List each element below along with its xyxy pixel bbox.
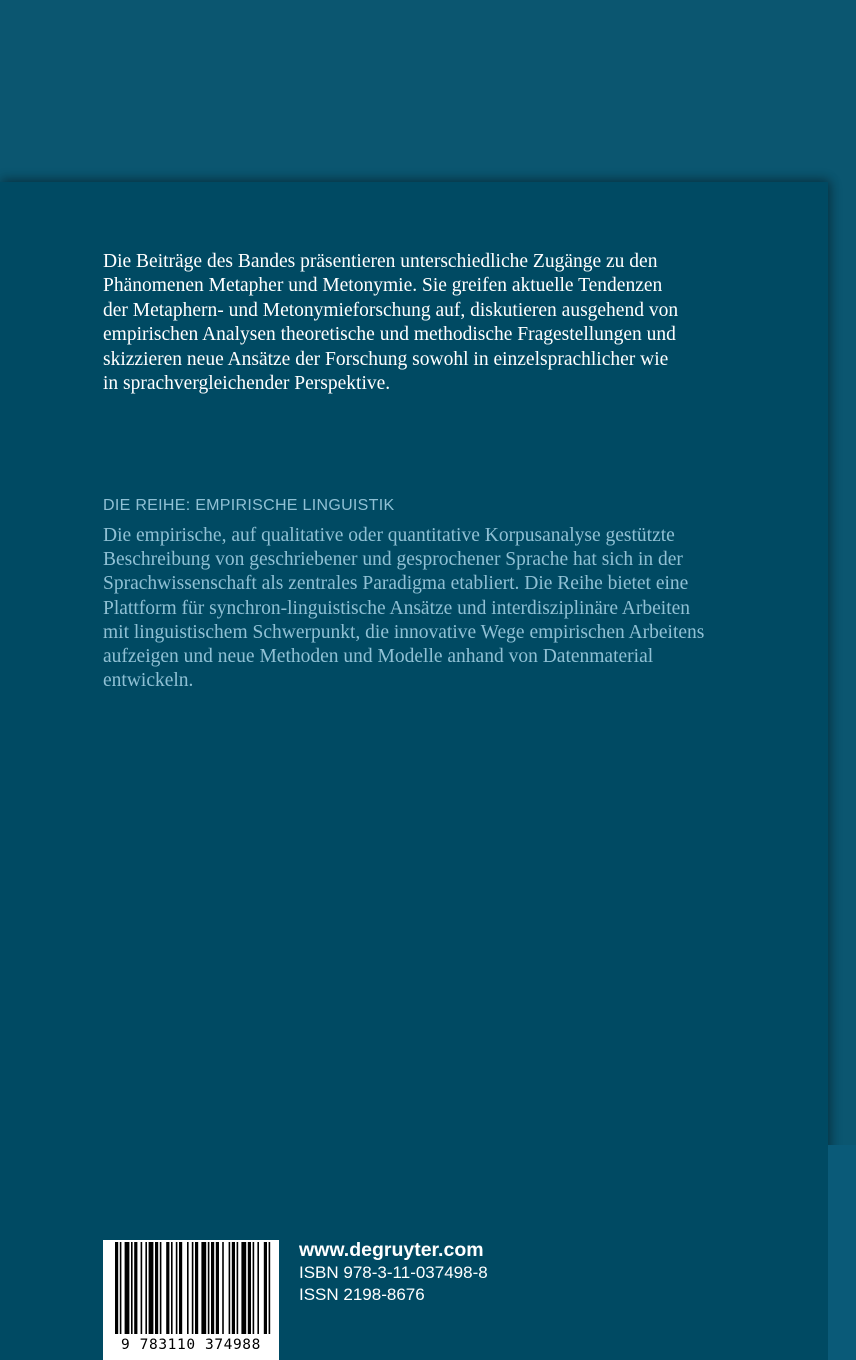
- series-line: Plattform für synchron-linguistische Ansätze und interdisziplinäre Arbeiten: [103, 597, 691, 619]
- spine-edge: [828, 1145, 856, 1360]
- issn: ISSN 2198-8676: [299, 1285, 425, 1304]
- barcode-bar: [134, 1242, 137, 1334]
- barcode-bar: [264, 1242, 267, 1334]
- barcode-bar: [222, 1242, 224, 1334]
- barcode-bar: [229, 1242, 231, 1334]
- barcode-bar: [115, 1242, 118, 1334]
- barcode-bar: [216, 1242, 219, 1334]
- barcode-bar: [241, 1242, 246, 1334]
- barcode-bar: [171, 1242, 173, 1334]
- barcode-bar: [125, 1242, 130, 1334]
- blurb-line: empirischen Analysen theoretische und methodische Fragestellungen und: [103, 324, 676, 346]
- barcode-bar: [141, 1242, 143, 1334]
- barcode-bar: [269, 1242, 271, 1334]
- isbn: ISBN 978-3-11-037498-8: [299, 1263, 488, 1282]
- book-blurb: [103, 250, 783, 396]
- barcode-bar: [192, 1242, 194, 1334]
- series-line: aufzeigen und neue Methoden und Modelle anhand von Datenmaterial: [103, 646, 654, 668]
- series-line: mit linguistischem Schwerpunkt, die innovative Wege empirischen Arbeitens: [103, 621, 705, 643]
- series-line: Die empirische, auf qualitative oder quantitative Korpusanalyse gestützte: [103, 525, 675, 546]
- barcode-bar: [160, 1242, 162, 1334]
- barcode-bar: [257, 1242, 259, 1334]
- barcode-bar: [208, 1242, 210, 1334]
- barcode-bar: [149, 1242, 154, 1334]
- series-line: Sprachwissenschaft als zentrales Paradigma etabliert. Die Reihe bietet eine: [103, 573, 689, 595]
- barcode-bar: [237, 1242, 239, 1334]
- barcode-digits: 9 783110 374988: [121, 1337, 261, 1353]
- barcode-bar: [166, 1242, 169, 1334]
- series-description: [103, 524, 783, 693]
- barcode-bar: [201, 1242, 206, 1334]
- barcode-bar: [248, 1242, 251, 1334]
- series-line: entwickeln.: [103, 670, 194, 692]
- barcode-bar: [179, 1242, 182, 1334]
- series-heading: DIE REIHE: EMPIRISCHE LINGUISTIK: [103, 497, 395, 514]
- blurb-line: Die Beiträge des Bandes präsentieren unterschiedliche Zugänge zu den: [103, 251, 658, 272]
- publisher-url[interactable]: www.degruyter.com: [299, 1239, 484, 1261]
- barcode-bar: [232, 1242, 235, 1334]
- blurb-line: skizzieren neue Ansätze der Forschung sowohl in einzelsprachlicher wie: [103, 348, 669, 370]
- barcode: [103, 1240, 279, 1360]
- barcode-bar: [187, 1242, 189, 1334]
- publisher-info: [299, 1238, 488, 1306]
- barcode-bar: [145, 1242, 147, 1334]
- barcode-bar: [176, 1242, 178, 1334]
- blurb-line: der Metaphern- und Metonymieforschung auf, diskutieren ausgehend von: [103, 299, 679, 321]
- blurb-line: Phänomenen Metapher und Metonymie. Sie greifen aktuelle Tendenzen: [103, 275, 663, 297]
- barcode-bar: [253, 1242, 255, 1334]
- barcode-bar: [120, 1242, 122, 1334]
- barcode-bar: [211, 1242, 214, 1334]
- barcode-bar: [195, 1242, 198, 1334]
- barcode-bar: [131, 1242, 133, 1334]
- blurb-line: in sprachvergleichender Perspektive.: [103, 373, 391, 395]
- barcode-bars: [103, 1240, 279, 1338]
- series-line: Beschreibung von geschriebener und gesprochener Sprache hat sich in der: [103, 549, 683, 571]
- barcode-bar: [155, 1242, 158, 1334]
